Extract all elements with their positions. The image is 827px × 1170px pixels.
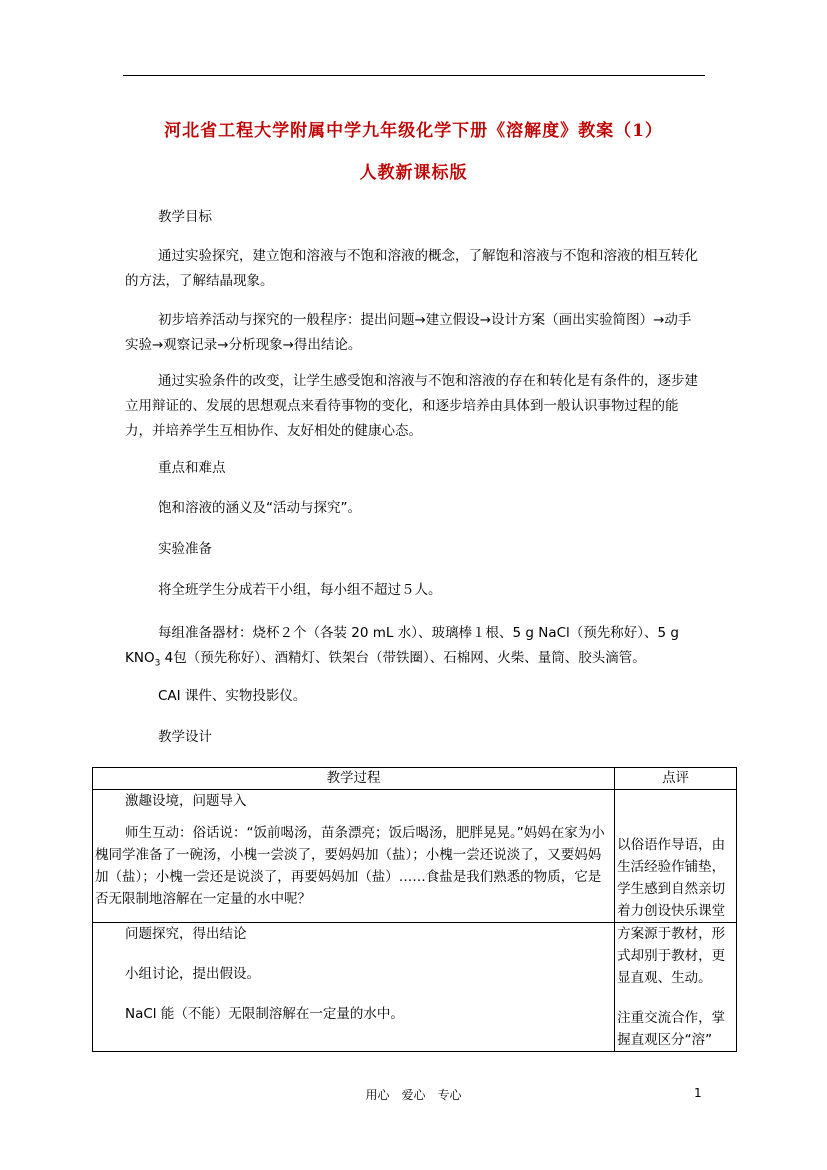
key-paragraph: 饱和溶液的涵义及“活动与探究”。 [158,500,361,516]
goal-paragraph-3: 通过实验条件的改变，让学生感受饱和溶液与不饱和溶液的存在和转化是有条件的，逐步建立用辩证的、发展的思想观点来看待事物的变化，和逐步培养由具体到一般认识事物过程的能力，并培养学生互相协作、友好相处的健康心态。 [125,373,698,439]
table-header-process: 教学过程 [93,768,615,790]
row2-comment-1: 方案源于教材，形式却别于教材，更显直观、生动。 [617,926,726,986]
table-row [93,923,615,1052]
table-header-comment: 点评 [615,768,737,790]
row2-heading: 问题探究，得出结论 [125,926,247,942]
prep-p2-subscript: 3 [154,658,161,669]
row2-line3: NaCl 能（不能）无限制溶解在一定量的水中。 [125,1006,404,1022]
page-footer: 用心 爱心 专心 [365,1088,462,1102]
prep-heading: 实验准备 [158,541,212,557]
row1-heading: 激趣设境，问题导入 [125,793,247,809]
table-row [93,790,615,923]
row2-line2: 小组讨论，提出假设。 [125,966,260,982]
header-rule [123,75,705,76]
row1-comment: 以俗语作导语，由生活经验作铺垫，学生感到自然亲切着力创设快乐课堂 [617,837,726,919]
row1-paragraph: 师生互动：俗话说：“饭前喝汤，苗条漂亮；饭后喝汤，肥胖晃晃。”妈妈在家为小槐同学准备了一碗汤，小槐一尝淡了，要妈妈加（盐）；小槐一尝还说淡了，又要妈妈加（盐）；小槐一尝还是说淡了，再要妈妈加（盐）……食盐是我们熟悉的物质，它是否无限制地溶解在一定量的水中呢？ [95,825,605,907]
page-number: 1 [694,1086,702,1100]
goal-paragraph-2: 初步培养活动与探究的一般程序：提出问题→建立假设→设计方案（画出实验简图）→动手实验→观察记录→分析现象→得出结论。 [125,312,692,353]
prep-paragraph-3: CAI 课件、实物投影仪。 [158,688,307,704]
goal-paragraph-1: 通过实验探究，建立饱和溶液与不饱和溶液的概念，了解饱和溶液与不饱和溶液的相互转化的方法，了解结晶现象。 [125,248,698,289]
goal-heading: 教学目标 [158,209,212,225]
prep-paragraph-1: 将全班学生分成若干小组，每小组不超过５人。 [158,582,442,598]
row2-comment-cell [615,923,737,1052]
prep-paragraph-2 [125,621,703,677]
lesson-table [92,767,737,1052]
prep-p2-text-a: 每组准备器材：烧杯２个（各装 20 mL 水）、玻璃棒１根、5 g NaCl（预先称好）、5 g KNO [125,625,679,666]
design-heading: 教学设计 [158,729,212,745]
row2-comment-2: 注重交流合作，掌握直观区分“溶” [617,1010,726,1048]
row1-comment-cell [615,790,737,923]
key-heading: 重点和难点 [158,460,226,476]
document-title: 河北省工程大学附属中学九年级化学下册《溶解度》教案（1） [164,121,663,141]
document-subtitle: 人教新课标版 [359,163,468,183]
prep-p2-text-b: 4包（预先称好）、酒精灯、铁架台（带铁圈）、石棉网、火柴、量筒、胶头滴管。 [160,650,646,666]
